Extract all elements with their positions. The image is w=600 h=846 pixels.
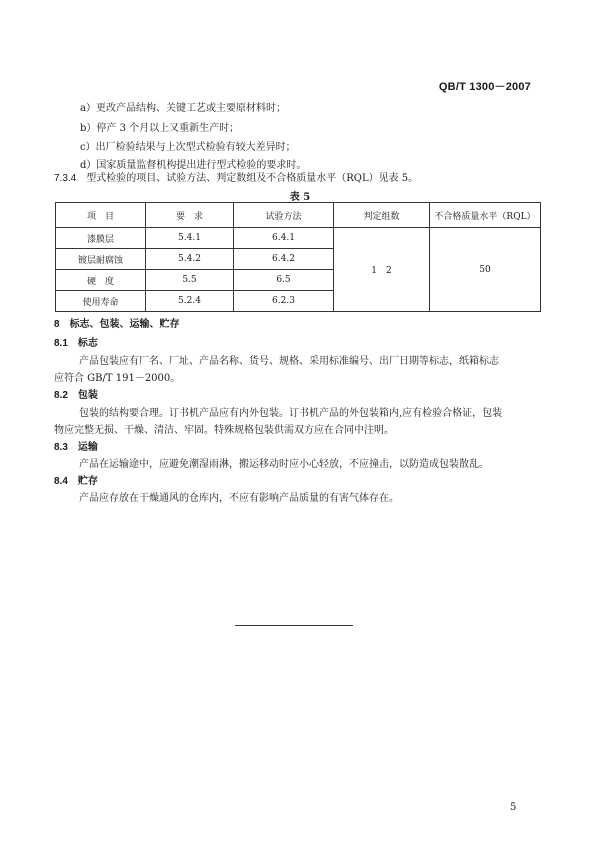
section-number: 8.1 [54,338,68,349]
table-5 [55,202,541,312]
standard-number: QB/T 1300－2007 [438,81,531,93]
table-cell: 6.4.2 [234,249,334,270]
section-title: 贮存 [77,476,98,487]
decision-groups-cell: 1 2 [334,228,430,312]
table-cell: 6.5 [234,270,334,291]
section-8-heading [54,318,180,332]
paragraph-line: 产品包装应有厂名、厂址、产品名称、货号、规格、采用标准编号、出厂日期等标志，纸箱标志 [79,356,499,367]
section-title: 包装 [77,390,98,401]
list-item-b: b）停产 3 个月以上又重新生产时； [80,123,240,134]
table-caption: 表 5 [289,192,311,203]
section-number: 8.2 [54,390,68,401]
section-8-4-heading [54,475,98,489]
table-cell: 5.4.1 [146,228,234,249]
header-cell-requirement: 要 求 [146,203,234,228]
paragraph-line: 产品在运输途中，应避免潮湿雨淋，搬运移动时应小心轻放，不应撞击，以防造成包装散乱。 [79,459,489,470]
clause-7-3-4 [54,172,418,186]
page-number: 5 [510,802,517,813]
paragraph-line: 应符合 GB/T 191－2000。 [54,373,181,384]
header-cell-test-method: 试验方法 [234,203,334,228]
table-cell: 镀层耐腐蚀 [56,249,146,270]
table-cell: 6.4.1 [234,228,334,249]
end-rule [235,625,353,626]
table-header-row [56,203,541,228]
table-cell: 使用寿命 [56,291,146,312]
section-8-1-heading [54,337,98,351]
table-cell: 5.4.2 [146,249,234,270]
section-title: 标志 [77,338,98,349]
clause-text: 型式检验的项目、试验方法、判定数组及不合格质量水平（RQL）见表 5。 [86,173,419,184]
section-number: 8 [54,319,60,330]
table-cell: 5.5 [146,270,234,291]
section-title: 运输 [77,442,98,453]
rql-cell: 50 [430,228,541,312]
section-title: 标志、包装、运输、贮存 [69,319,180,330]
header-cell-decision-groups: 判定组数 [334,203,430,228]
table-cell: 硬 度 [56,270,146,291]
section-number: 8.4 [54,476,68,487]
table-cell: 5.2.4 [146,291,234,312]
table-cell: 漆膜层 [56,228,146,249]
list-item-a: a）更改产品结构、关键工艺或主要原材料时； [80,103,286,114]
section-number: 8.3 [54,442,68,453]
table-row [56,228,541,249]
paragraph-line: 物应完整无损、干燥、清洁、牢固。特殊规格包装供需双方应在合同中注明。 [54,425,394,436]
table-cell: 6.2.3 [234,291,334,312]
header-cell-rql: 不合格质量水平（RQL） [430,203,541,228]
list-item-d: d）国家质量监督机构提出进行型式检验的要求时。 [80,160,307,171]
section-8-2-heading [54,389,98,403]
header-cell-item: 项 目 [56,203,146,228]
clause-number: 7.3.4 [54,173,77,184]
list-item-c: c）出厂检验结果与上次型式检验有较大差异时； [80,142,296,153]
section-8-3-heading [54,441,98,455]
paragraph-line: 包装的结构要合理。订书机产品应有内外包装。订书机产品的外包装箱内,应有检验合格证，包装 [79,408,503,419]
paragraph-line: 产品应存放在干燥通风的仓库内，不应有影响产品质量的有害气体存在。 [79,493,399,504]
